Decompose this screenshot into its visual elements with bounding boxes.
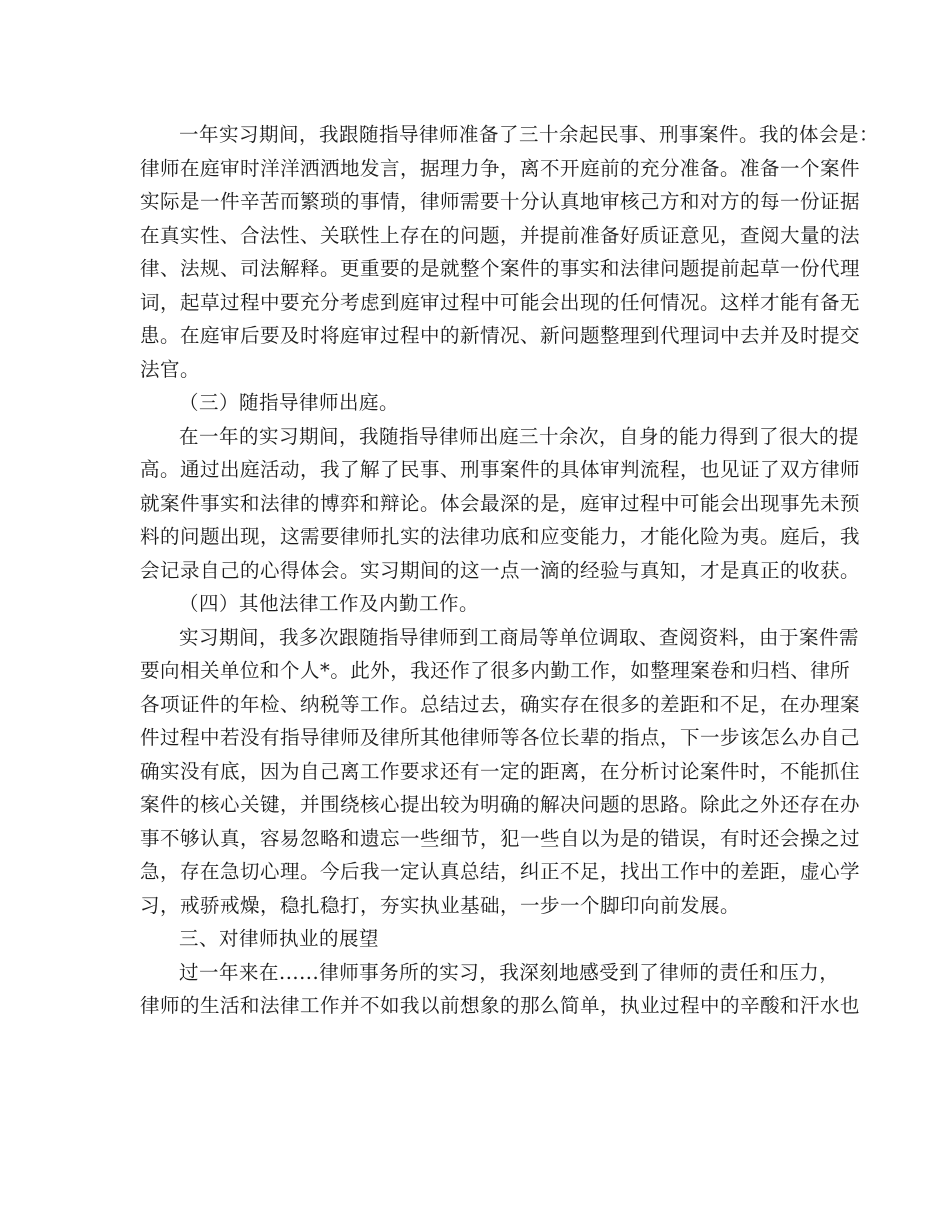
paragraph-line: 一年实习期间，我跟随指导律师准备了三十余起民事、刑事案件。我的体会是： [179, 123, 880, 146]
paragraph-line: 确实没有底，因为自己离工作要求还有一定的距离，在分析讨论案件时，不能抓住 [140, 759, 861, 783]
paragraph-line: 案件的核心关键，并围绕核心提出较为明确的解决问题的思路。除此之外还存在办 [140, 793, 861, 816]
paragraph-line: 法官。 [140, 357, 201, 381]
paragraph-line: 要向相关单位和个人*。此外，我还作了很多内勤工作，如整理案卷和归档、律所 [140, 659, 851, 682]
paragraph-line: 律师在庭审时洋洋洒洒地发言，据理力争，离不开庭前的充分准备。准备一个案件 [140, 156, 861, 180]
section-heading: 三、对律师执业的展望 [179, 927, 380, 950]
paragraph-line: 实习期间，我多次跟随指导律师到工商局等单位调取、查阅资料，由于案件需 [179, 625, 860, 649]
paragraph-line: 患。在庭审后要及时将庭审过程中的新情况、新问题整理到代理词中去并及时提交 [140, 324, 861, 347]
paragraph-line: 过一年来在......律师事务所的实习，我深刻地感受到了律师的责任和压力， [179, 960, 840, 984]
paragraph-line: 高。通过出庭活动，我了解了民事、刑事案件的具体审判流程，也见证了双方律师 [140, 458, 861, 481]
paragraph-line: 急，存在急切心理。今后我一定认真总结，纠正不足，找出工作中的差距，虚心学 [140, 860, 861, 883]
paragraph-line: 事不够认真，容易忽略和遗忘一些细节，犯一些自以为是的错误，有时还会操之过 [140, 826, 861, 850]
paragraph-line: 件过程中若没有指导律师及律所其他律师等各位长辈的指点，下一步该怎么办自己 [140, 726, 861, 749]
paragraph-line: 会记录自己的心得体会。实习期间的这一点一滴的经验与真知，才是真正的收获。 [140, 558, 861, 582]
section-heading: （三）随指导律师出庭。 [179, 391, 400, 414]
paragraph-line: 律师的生活和法律工作并不如我以前想象的那么简单，执业过程中的辛酸和汗水也 [140, 994, 861, 1017]
paragraph-line: 在真实性、合法性、关联性上存在的问题，并提前准备好质证意见，查阅大量的法 [140, 223, 861, 247]
paragraph-line: 词，起草过程中要充分考虑到庭审过程中可能会出现的任何情况。这样才能有备无 [140, 290, 861, 314]
section-heading: （四）其他法律工作及内勤工作。 [179, 592, 480, 615]
paragraph-line: 习，戒骄戒燥，稳扎稳打，夯实执业基础，一步一个脚印向前发展。 [140, 893, 741, 917]
document-body [140, 118, 880, 1023]
paragraph-line: 律、法规、司法解释。更重要的是就整个案件的事实和法律问题提前起草一份代理 [140, 257, 861, 280]
paragraph-line: 各项证件的年检、纳税等工作。总结过去，确实存在很多的差距和不足，在办理案 [140, 692, 861, 716]
paragraph-line: 料的问题出现，这需要律师扎实的法律功底和应变能力，才能化险为夷。庭后，我 [140, 525, 861, 548]
paragraph-line: 实际是一件辛苦而繁琐的事情，律师需要十分认真地审核己方和对方的每一份证据 [140, 190, 861, 213]
paragraph-line: 就案件事实和法律的博弈和辩论。体会最深的是，庭审过程中可能会出现事先未预 [140, 491, 861, 515]
paragraph-line: 在一年的实习期间，我随指导律师出庭三十余次，自身的能力得到了很大的提 [179, 424, 860, 448]
